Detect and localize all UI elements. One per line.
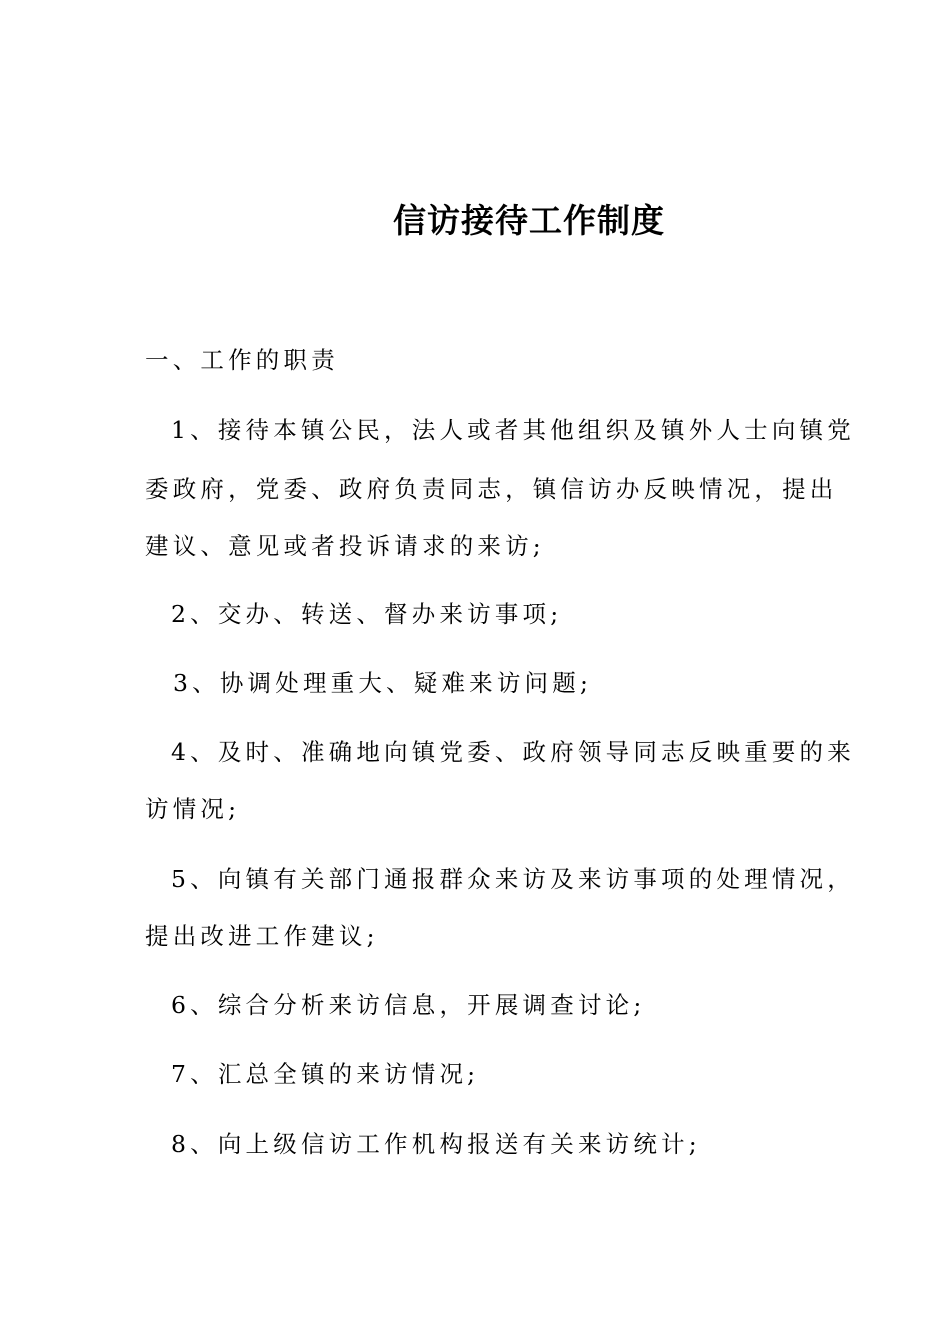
item-8-line-1: 8、向上级信访工作机构报送有关来访统计; [171,1130,701,1158]
item-2-line-1: 2、交办、转送、督办来访事项; [171,600,563,628]
section-heading: 一、工作的职责 [145,346,339,374]
item-1-line-1: 1、接待本镇公民，法人或者其他组织及镇外人士向镇党 [171,416,855,444]
item-7-line-1: 7、汇总全镇的来访情况; [171,1060,480,1088]
item-1-line-2: 委政府，党委、政府负责同志，镇信访办反映情况，提出 [145,475,838,503]
item-4-line-2: 访情况; [145,795,241,823]
item-5-line-1: 5、向镇有关部门通报群众来访及来访事项的处理情况， [171,865,855,893]
document-title: 信访接待工作制度 [393,201,665,240]
item-4-line-1: 4、及时、准确地向镇党委、政府领导同志反映重要的来 [171,738,855,766]
item-5-line-2: 提出改进工作建议; [145,922,379,950]
item-3-line-1: 3、协调处理重大、疑难来访问题; [173,669,593,697]
item-1-line-3: 建议、意见或者投诉请求的来访; [145,532,545,560]
item-6-line-1: 6、综合分析来访信息，开展调查讨论; [171,991,646,1019]
